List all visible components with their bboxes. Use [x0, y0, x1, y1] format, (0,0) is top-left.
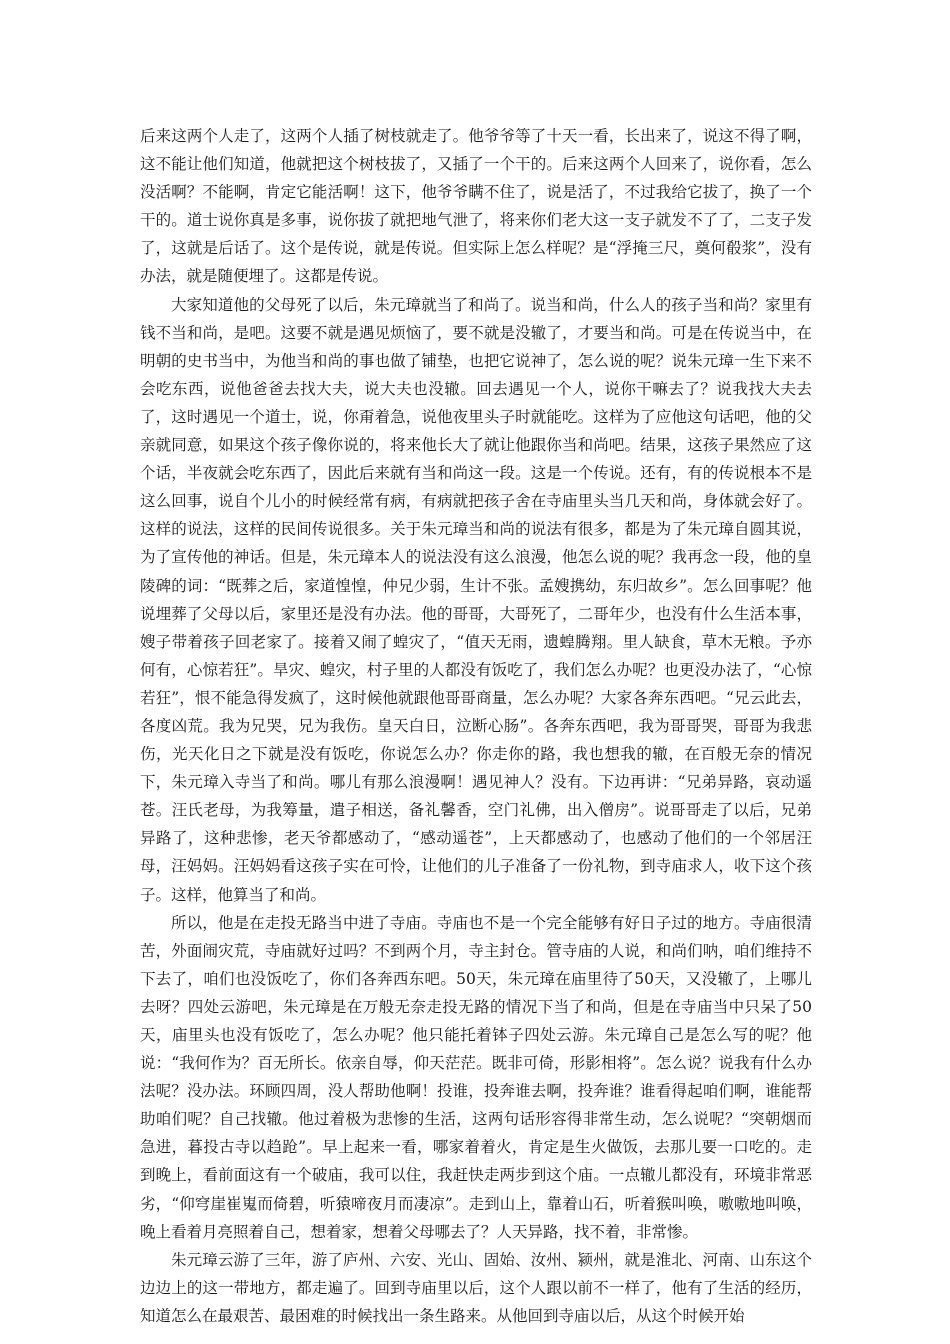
- paragraph: 后来这两个人走了，这两个人插了树枝就走了。他爷爷等了十天一看，长出来了，说这不得了啊，这不能让他们知道，他就把这个树枝拔了，又插了一个干的。后来这两个人回来了，说你看，怎么没活啊？不能啊，肯定它能活啊！这下，他爷爷瞒不住了，说是活了，不过我给它拔了，换了一个干的。道士说你真是多事，说你拔了就把地气泄了，将来你们老大这一支子就发不了了，二支子发了，这就是后话了。这个是传说，就是传说。但实际上怎么样呢？是“浮掩三尺，奠何殽浆”，没有办法，就是随便埋了。这都是传说。: [140, 127, 812, 286]
- document-page: [140, 122, 812, 1330]
- paragraph: 大家知道他的父母死了以后，朱元璋就当了和尚了。说当和尚，什么人的孩子当和尚？家里有钱不当和尚，是吧。这要不就是遇见烦恼了，要不就是没辙了，才要当和尚。可是在传说当中，在明朝的史书当中，为他当和尚的事也做了铺垫，也把它说神了，怎么说的呢？说朱元璋一生下来不会吃东西，说他爸爸去找大夫，说大夫也没辙。回去遇见一个人，说你干嘛去了？说我找大夫去了，这时遇见一个道士，说，你甭着急，说他夜里头子时就能吃。这样为了应他这句话吧，他的父亲就同意，如果这个孩子像你说的，将来他长大了就让他跟你当和尚吧。结果，这孩子果然应了这个话，半夜就会吃东西了，因此后来就有当和尚这一段。这是一个传说。还有，有的传说根本不是这么回事，说自个儿小的时候经常有病，有病就把孩子舍在寺庙里头当几天和尚，身体就会好了。这样的说法，这样的民间传说很多。关于朱元璋当和尚的说法有很多，都是为了朱元璋自圆其说，为了宣传他的神话。但是，朱元璋本人的说法没有这么浪漫，他怎么说的呢？我再念一段，他的皇陵碑的词：“既葬之后，家道惶惶，仲兄少弱，生计不张。孟嫂携幼，东归故乡”。怎么回事呢？他说埋葬了父母以后，家里还是没有办法。他的哥哥，大哥死了，二哥年少，也没有什么生活本事，嫂子带着孩子回老家了。接着又闹了蝗灾了，“值天无雨，遗蝗腾翔。里人缺食，草木无粮。予亦何有，心惊若狂”。旱灾、蝗灾，村子里的人都没有饭吃了，我们怎么办呢？也更没办法了，“心惊若狂”，恨不能急得发疯了，这时候他就跟他哥哥商量，怎么办呢？大家各奔东西吧。“兄云此去，各度凶荒。我为兄哭，兄为我伤。皇天白日，泣断心肠”。各奔东西吧，我为哥哥哭，哥哥为我悲伤，光天化日之下就是没有饭吃，你说怎么办？你走你的路，我也想我的辙，在百般无奈的情况下，朱元璋入寺当了和尚。哪儿有那么浪漫啊！遇见神人？没有。下边再讲：“兄弟异路，哀动遥苍。汪氏老母，为我筹量，遣子相送，备礼馨香，空门礼佛，出入僧房”。说哥哥走了以后，兄弟异路了，这种悲惨，老天爷都感动了，“感动遥苍”，上天都感动了，也感动了他们的一个邻居汪母，汪妈妈。汪妈妈看这孩子实在可怜，让他们的儿子准备了一份礼物，到寺庙求人，收下这个孩子。这样，他算当了和尚。: [140, 295, 812, 904]
- paragraph: 朱元璋云游了三年，游了庐州、六安、光山、固始、汝州、颍州，就是淮北、河南、山东这个边边上的这一带地方，都走遍了。回到寺庙里以后，这个人跟以前不一样了，他有了生活的经历，知道怎么在最艰苦、最困难的时候找出一条生路来。从他回到寺庙以后，从这个时候开始: [140, 1250, 812, 1325]
- paragraph: 所以，他是在走投无路当中进了寺庙。寺庙也不是一个完全能够有好日子过的地方。寺庙很清苦，外面闹灾荒，寺庙就好过吗？不到两个月，寺主封仓。管寺庙的人说，和尚们呐，咱们维持不下去了，咱们也没饭吃了，你们各奔西东吧。50天，朱元璋在庙里待了50天，又没辙了，上哪儿去呀？四处云游吧，朱元璋是在万般无奈走投无路的情况下当了和尚，但是在寺庙当中只呆了50天，庙里头也没有饭吃了，怎么办呢？他只能托着钵子四处云游。朱元璋自己是怎么写的呢？他说：“我何作为？百无所长。依亲自辱，仰天茫茫。既非可倚，形影相将”。怎么说？说我有什么办法呢？没办法。环顾四周，没人帮助他啊！投谁，投奔谁去啊，投奔谁？谁看得起咱们啊，谁能帮助咱们呢？自己找辙。他过着极为悲惨的生活，这两句话形容得非常生动，怎么说呢？“突朝烟而急进，暮投古寺以趋跄”。早上起来一看，哪家着着火，肯定是生火做饭，去那儿要一口吃的。走到晚上，看前面这有一个破庙，我可以住，我赶快走两步到这个庙。一点辙儿都没有，环境非常恶劣，“仰穹崖崔嵬而倚碧，听猿啼夜月而凄凉”。走到山上，靠着山石，听着猴叫唤，嗷嗷地叫唤，晚上看着月亮照着自己，想着家，想着父母哪去了？人天异路，找不着，非常惨。: [140, 913, 812, 1241]
